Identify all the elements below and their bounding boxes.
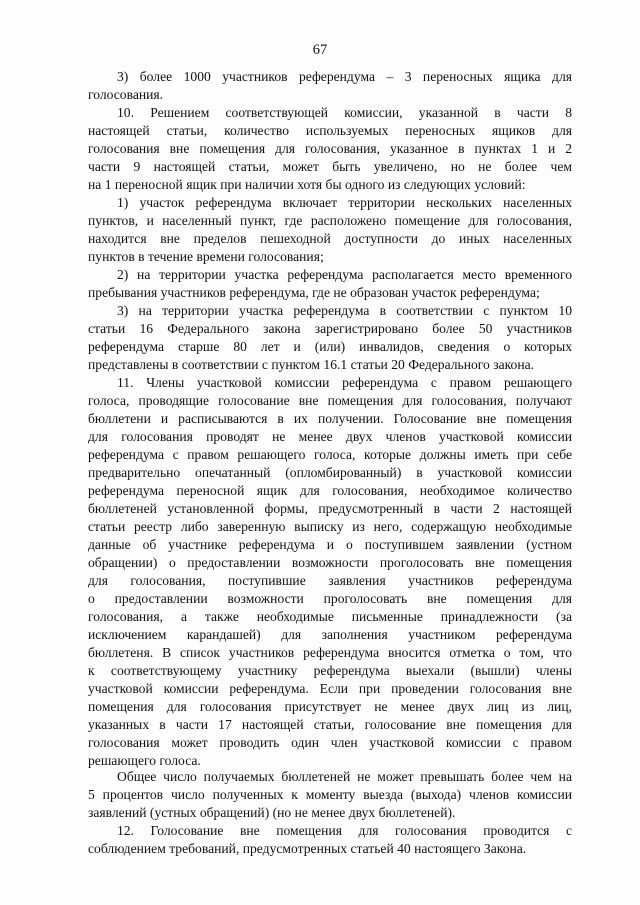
text-line: данные об участнике референдума и о поступившем заявлении (устном: [88, 537, 572, 552]
text-line: статьи 16 Федерального закона зарегистрировано более 50 участников: [88, 321, 572, 336]
text-line: пребывания участников референдума, где не образован участок референдума;: [88, 285, 540, 300]
text-line: указанных в части 17 настоящей статьи, голосование вне помещения для: [88, 717, 572, 732]
text-line: голоса, проводящие голосование вне помещения для голосования, получают: [88, 393, 572, 408]
text-line: 12. Голосование вне помещения для голосования проводится с: [117, 823, 572, 838]
text-line: предварительно опечатанный (опломбированный) в участковой комиссии: [88, 465, 572, 480]
text-line: голосования.: [88, 87, 164, 102]
text-line: 11. Члены участковой комиссии референдума с правом решающего: [117, 375, 572, 390]
text-line: настоящей статьи, количество используемых переносных ящиков для: [88, 123, 572, 138]
text-line: 3) на территории участка референдума в соответствии с пунктом 10: [117, 303, 572, 318]
text-line: бюллетени и расписываются в их получении. Голосование вне помещения: [88, 411, 572, 426]
text-line: референдума старше 80 лет и (или) инвалидов, сведения о которых: [88, 339, 572, 354]
page-number: 67: [312, 42, 328, 58]
text-line: обращении) о предоставлении возможности проголосовать вне помещения: [88, 555, 572, 570]
text-line: для голосования, поступившие заявления участников референдума: [88, 573, 572, 588]
text-line: пунктов, и населенный пункт, где расположено помещение для голосования,: [88, 213, 572, 228]
text-line: соблюдением требований, предусмотренных статьей 40 настоящего Закона.: [88, 841, 527, 856]
text-line: 1) участок референдума включает территории нескольких населенных: [117, 195, 572, 210]
text-line: референдума с правом решающего голоса, которые должны иметь при себе: [88, 447, 572, 462]
text-line: к соответствующему участнику референдума выехали (вышли) члены: [88, 663, 572, 678]
text-line: исключением карандашей) для заполнения участником референдума: [88, 627, 572, 642]
text-line: референдума переносной ящик для голосования, необходимое количество: [88, 483, 572, 498]
text-line: бюллетеня. В список участников референдума вносится отметка о том, что: [88, 645, 572, 660]
text-line: голосования может проводить один член участковой комиссии с правом: [88, 735, 572, 750]
text-line: части 9 настоящей статьи, может быть увеличено, но не более чем: [88, 159, 572, 174]
text-line: 3) более 1000 участников референдума – 3 переносных ящика для: [117, 69, 572, 84]
text-line: участковой комиссии референдума. Если при проведении голосования вне: [88, 681, 572, 696]
text-line: решающего голоса.: [88, 753, 201, 768]
text-line: статьи реестр либо заверенную выписку из него, содержащую необходимые: [88, 519, 572, 534]
text-line: 10. Решением соответствующей комиссии, указанной в части 8: [117, 105, 572, 120]
text-line: голосования, а также необходимые письменные принадлежности (за: [88, 609, 572, 624]
text-line: о предоставлении возможности проголосовать вне помещения для: [88, 591, 572, 606]
text-line: представлены в соответствии с пунктом 16.1 статьи 20 Федерального закона.: [88, 357, 535, 372]
text-line: Общее число получаемых бюллетеней не может превышать более чем на: [117, 769, 572, 784]
text-line: для голосования проводят не менее двух членов участковой комиссии: [88, 429, 572, 444]
text-line: бюллетеней установленной формы, предусмотренный в части 2 настоящей: [88, 501, 572, 516]
text-line: 5 процентов число полученных к моменту выезда (выхода) членов комиссии: [88, 787, 572, 802]
text-line: пунктов в течение времени голосования;: [88, 249, 324, 264]
text-line: 2) на территории участка референдума располагается место временного: [117, 267, 572, 282]
text-line: голосования вне помещения для голосования, указанное в пунктах 1 и 2: [88, 141, 572, 156]
text-line: находится вне пределов пешеходной доступности до иных населенных: [88, 231, 572, 246]
text-line: заявлений (устных обращений) (но не менее двух бюллетеней).: [88, 805, 456, 820]
text-line: помещения для голосования присутствует не менее двух лиц из лиц,: [88, 699, 572, 714]
text-line: на 1 переносной ящик при наличии хотя бы одного из следующих условий:: [88, 177, 526, 192]
